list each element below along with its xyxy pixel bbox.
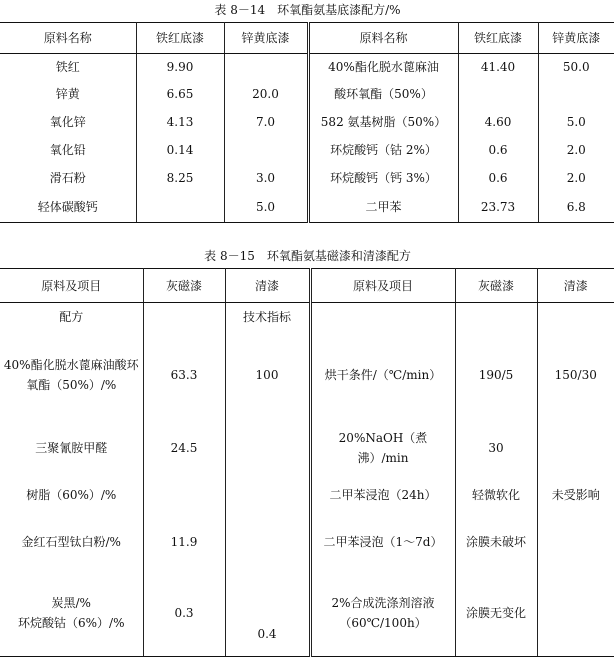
cell: 24.5 <box>143 419 225 477</box>
cell: 2%合成洗涤剂溶液（60℃/100h） <box>310 571 455 657</box>
cell: 涂膜无变化 <box>455 571 537 657</box>
col-header: 灰磁漆 <box>143 269 225 303</box>
cell: 锌黄 <box>0 80 136 108</box>
col-header: 原料名称 <box>0 23 136 54</box>
cell <box>538 80 614 108</box>
carbon-black-label: 炭黑/% <box>51 596 91 611</box>
cell <box>224 54 308 81</box>
table-row <box>0 108 614 136</box>
cell <box>537 419 614 477</box>
table-header-row <box>0 23 614 54</box>
table2-caption: 表 8－15 环氧酯氨基磁漆和清漆配方 <box>204 249 411 263</box>
cell: 30 <box>455 419 537 477</box>
cell: 未受影响 <box>551 487 600 502</box>
cell <box>225 513 310 571</box>
col-header: 灰磁漆 <box>455 269 537 303</box>
cell: 11.9 <box>143 513 225 571</box>
cell: 20%NaOH（煮沸）/min <box>310 419 455 477</box>
cell: 铁红 <box>0 54 136 81</box>
cell: 41.40 <box>458 54 538 81</box>
cell: 滑石粉 <box>0 164 136 192</box>
cell: 5.0 <box>224 192 308 223</box>
cell: 0.14 <box>136 136 224 164</box>
cell: 金红石型钛白粉/% <box>0 513 143 571</box>
col-header: 清漆 <box>537 269 614 303</box>
cell: 3.0 <box>224 164 308 192</box>
cell: 40%酯化脱水蓖麻油 <box>308 54 458 81</box>
table-header-row <box>0 269 614 303</box>
cell: 树脂（60%）/% <box>0 477 143 513</box>
table-row <box>0 80 614 108</box>
col-header: 锌黄底漆 <box>224 23 308 54</box>
enamel-varnish-formula-table <box>0 268 614 657</box>
cell: 环烷酸钙（钙 3%） <box>308 164 458 192</box>
cell <box>537 513 614 571</box>
cell: 酸环氧酯（50%） <box>308 80 458 108</box>
cell: 氧化铅 <box>0 136 136 164</box>
cell: 涂膜未破坏 <box>455 513 537 571</box>
cell: 23.73 <box>458 192 538 223</box>
cell: 烘干条件/（℃/min） <box>310 331 455 419</box>
table-row <box>0 54 614 81</box>
cell <box>224 136 308 164</box>
cell: 轻体碳酸钙 <box>0 192 136 223</box>
cell: 三聚氰胺甲醛 <box>0 419 143 477</box>
cell <box>537 571 614 657</box>
cell: 2.0 <box>566 143 586 157</box>
col-header: 锌黄底漆 <box>538 23 614 54</box>
cell: 6.65 <box>136 80 224 108</box>
table-row <box>0 477 614 513</box>
cell: 150/30 <box>554 367 597 382</box>
cell: 0.6 <box>458 164 538 192</box>
cell: 0.3 <box>143 571 225 657</box>
cell: 8.25 <box>136 164 224 192</box>
col-header: 铁红底漆 <box>136 23 224 54</box>
table1-caption: 表 8－14 环氧酯氨基底漆配方/% <box>214 3 401 17</box>
section-label-formula: 配方 <box>0 303 143 331</box>
cell: 5.0 <box>566 115 586 129</box>
cell <box>310 303 455 331</box>
cell: 40%酯化脱水蓖麻油酸环氧酯（50%）/% <box>0 331 143 419</box>
cell: 20.0 <box>224 80 308 108</box>
cell: 0.6 <box>458 136 538 164</box>
col-header: 铁红底漆 <box>458 23 538 54</box>
col-header: 原料名称 <box>308 23 458 54</box>
primer-formula-table <box>0 22 614 223</box>
cell: 二甲苯 <box>308 192 458 223</box>
cell: 环烷酸钙（钴 2%） <box>308 136 458 164</box>
cell: 63.3 <box>143 331 225 419</box>
cell <box>225 477 310 513</box>
cell: 轻微软化 <box>455 477 537 513</box>
cell <box>225 419 310 477</box>
cell: 2.0 <box>566 171 586 185</box>
col-header: 原料及项目 <box>0 269 143 303</box>
cell: 氧化锌 <box>0 108 136 136</box>
table-row <box>0 513 614 571</box>
cell <box>537 303 614 331</box>
cell: 二甲苯浸泡（1～7d） <box>310 513 455 571</box>
cell <box>0 571 143 657</box>
cell <box>136 192 224 223</box>
cell: 50.0 <box>562 60 590 74</box>
section-row <box>0 303 614 331</box>
cell: 4.60 <box>458 108 538 136</box>
cell: 4.13 <box>136 108 224 136</box>
cell: 二甲苯浸泡（24h） <box>310 477 455 513</box>
col-header: 原料及项目 <box>310 269 455 303</box>
cell <box>143 303 225 331</box>
table-row <box>0 164 614 192</box>
table-row <box>0 419 614 477</box>
cell: 582 氨基树脂（50%） <box>308 108 458 136</box>
cobalt-naphthenate-label: 环烷酸钴（6%）/% <box>18 616 125 631</box>
cell <box>458 80 538 108</box>
cell: 190/5 <box>455 331 537 419</box>
table-row <box>0 192 614 223</box>
cell: 6.8 <box>538 192 614 223</box>
cell: 100 <box>225 331 310 419</box>
table-row <box>0 331 614 419</box>
col-header: 清漆 <box>225 269 310 303</box>
cell: 9.90 <box>136 54 224 81</box>
section-label-tech: 技术指标 <box>225 303 310 331</box>
cell <box>455 303 537 331</box>
table-row <box>0 136 614 164</box>
cell: 7.0 <box>224 108 308 136</box>
cell: 0.4 <box>225 571 310 657</box>
cell <box>143 477 225 513</box>
table-row <box>0 571 614 657</box>
